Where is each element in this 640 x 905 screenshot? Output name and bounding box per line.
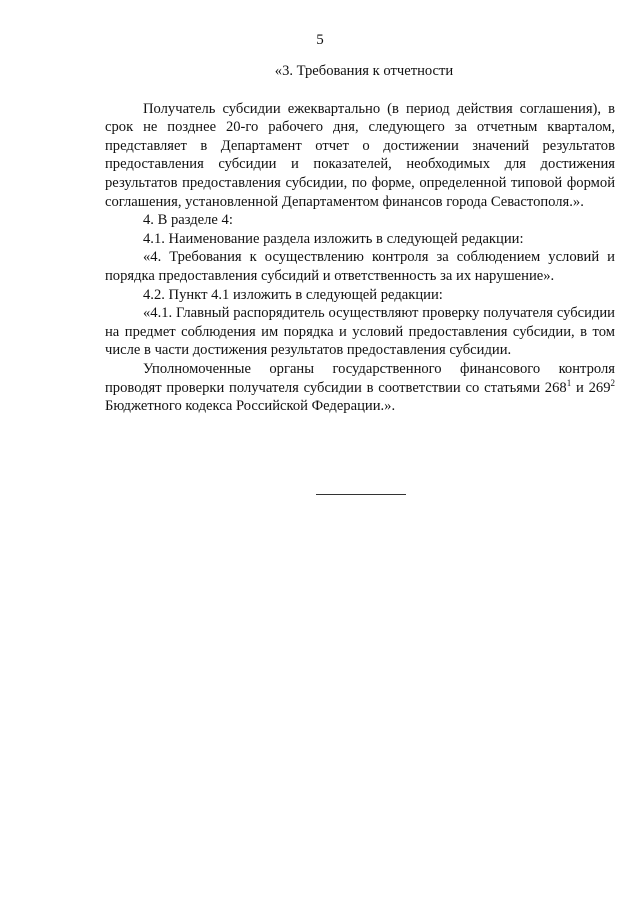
paragraph-section-4-title: «4. Требования к осуществлению контроля за соблюдением условий и порядка предоставления субсидий и ответственность за их нарушение». xyxy=(105,249,615,284)
section-heading: «3. Требования к отчетности xyxy=(274,63,454,79)
paragraph-reporting-requirements: Получатель субсидии ежеквартально (в период действия соглашения), в срок не позднее 20-го рабочего дня, следующего за отчетным кварталом, представляет в Департамент отчет о достижении значений результатов предоставления субсидии и показателей, необходимых для достижения результатов предоставления субсидии, по форме, определенной типовой формой соглашения, установленной Департаментом финансов города Севастополя.». xyxy=(105,100,615,210)
paragraph-item-4-1: «4.1. Главный распорядитель осуществляют проверку получателя субсидии на предмет соблюдения им порядка и условий предоставления субсидии, в том числе в части достижения результатов предоставления субсидии. xyxy=(105,305,615,359)
superscript-2: 2 xyxy=(610,377,615,388)
document-body xyxy=(105,62,615,416)
end-divider-line xyxy=(316,494,406,495)
financial-control-text-1: Уполномоченные органы государственного финансового контроля проводят проверки получателя субсидии в соответствии со статьями 268 xyxy=(105,360,615,396)
superscript-1: 1 xyxy=(566,377,572,388)
page-number: 5 xyxy=(316,32,324,48)
paragraph-financial-control xyxy=(105,360,615,416)
financial-control-text-2: и 269 xyxy=(571,379,611,396)
paragraph-4-2: 4.2. Пункт 4.1 изложить в следующей редакции: xyxy=(143,286,443,303)
paragraph-4-1: 4.1. Наименование раздела изложить в следующей редакции: xyxy=(143,230,524,247)
financial-control-text-3: Бюджетного кодекса Российской Федерации.». xyxy=(105,398,396,415)
paragraph-section-4: 4. В разделе 4: xyxy=(143,212,233,229)
